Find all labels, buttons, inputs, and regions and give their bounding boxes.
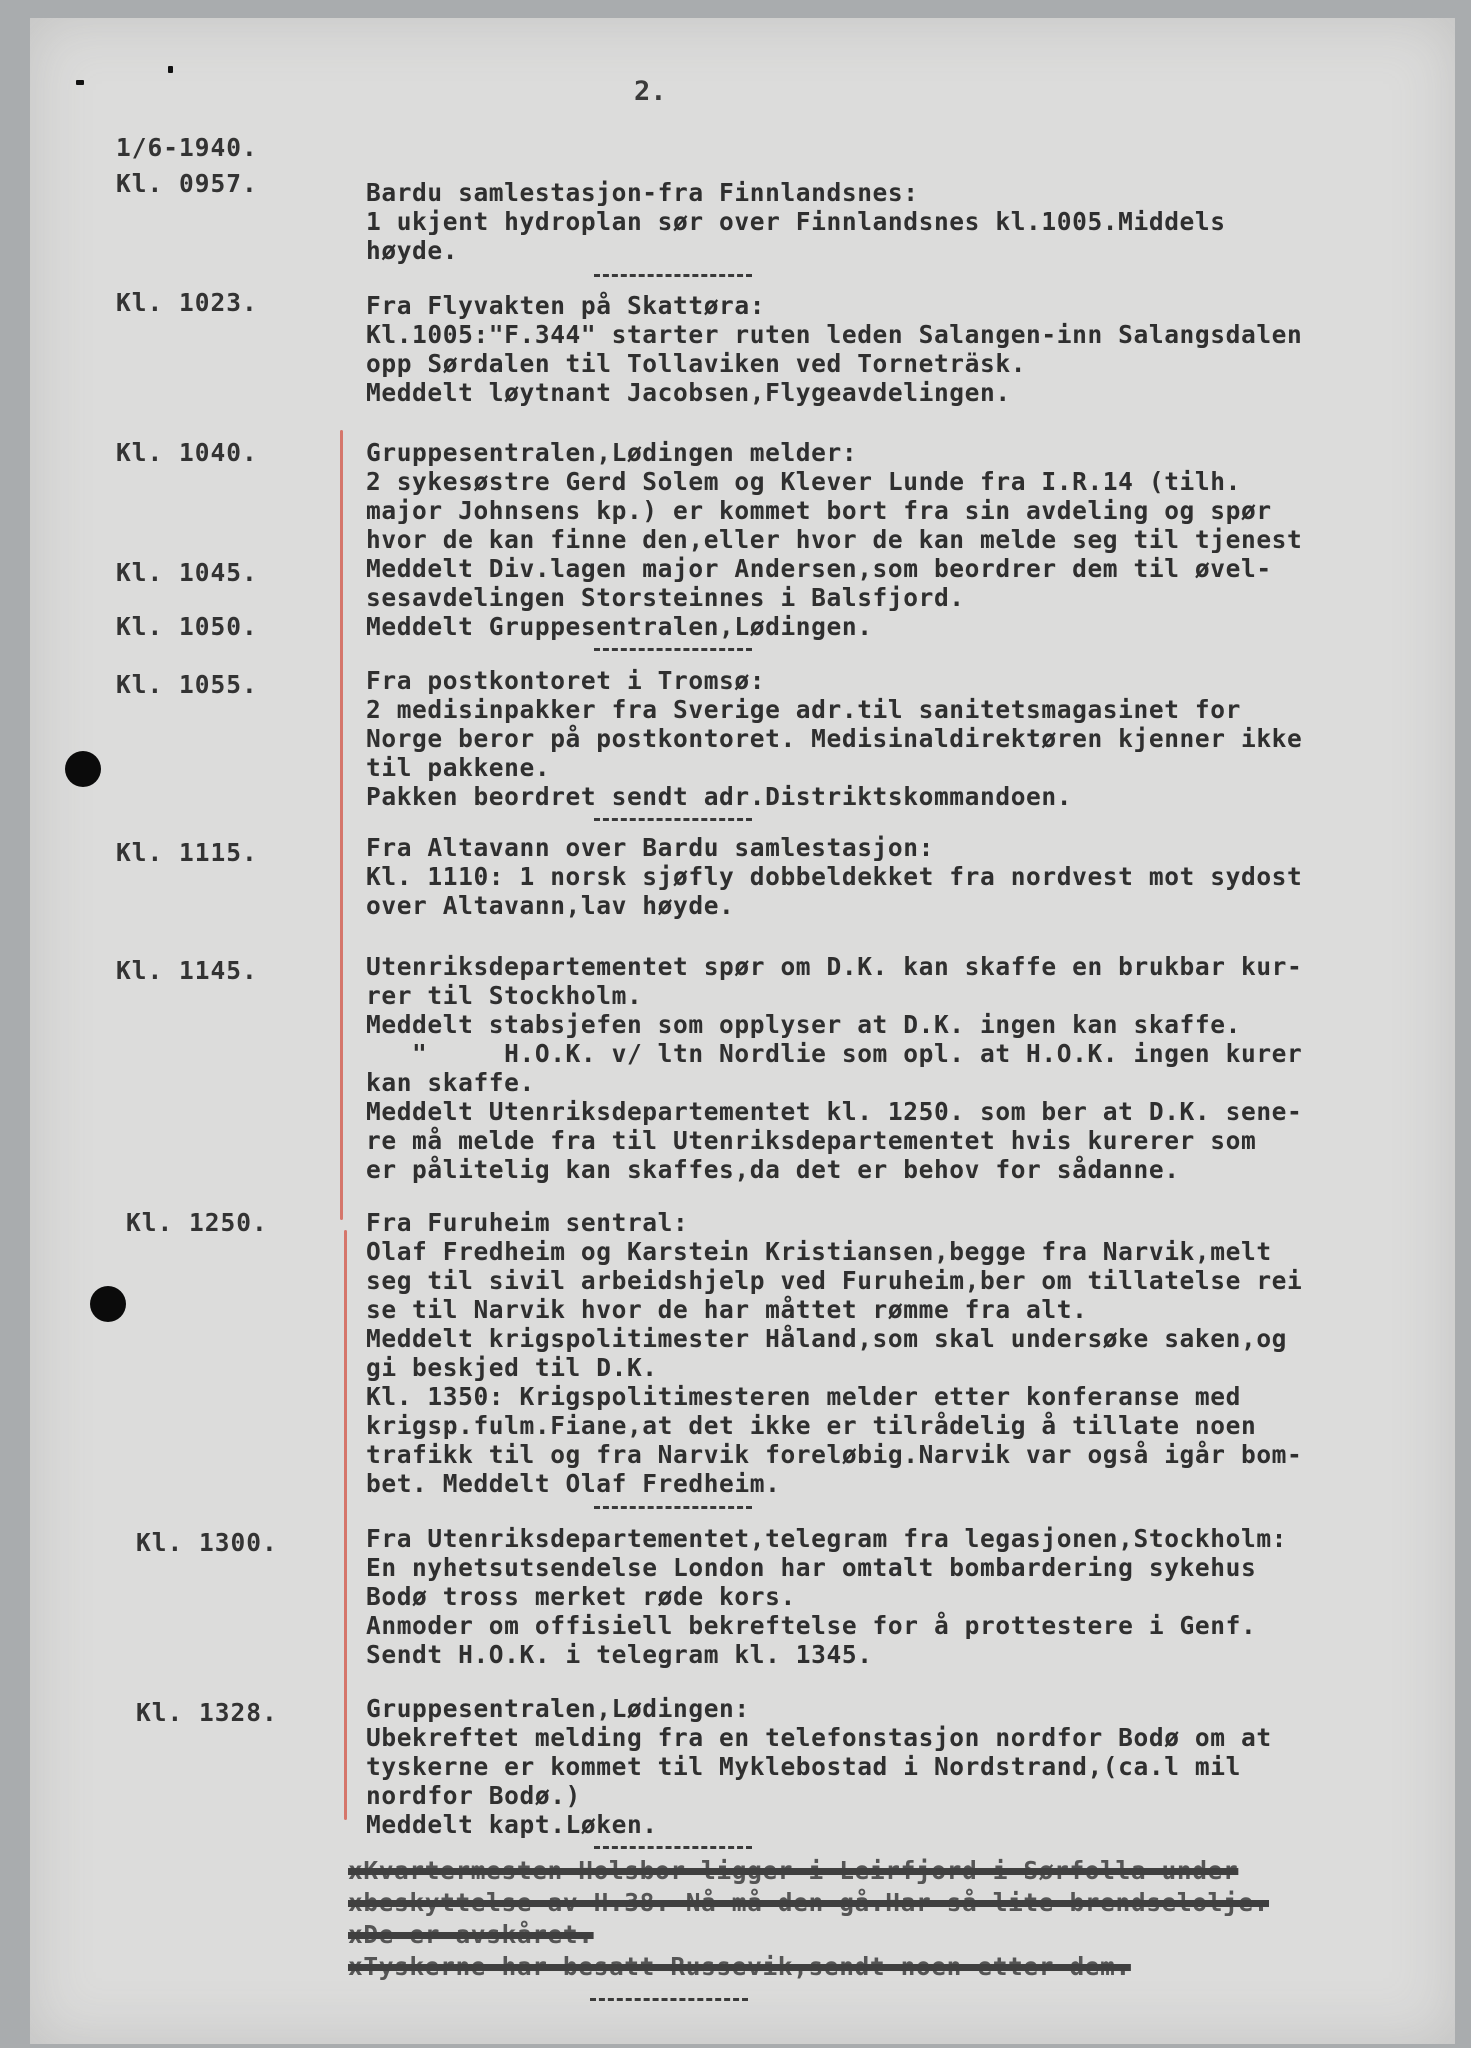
entry-line: tyskerne er kommet til Myklebostad i Nordstrand,(ca.l mil bbox=[366, 1752, 1241, 1781]
entry-time: Kl. 1328. bbox=[136, 1698, 278, 1727]
separator-dashes bbox=[594, 1846, 752, 1849]
entry-time: Kl. 1145. bbox=[116, 956, 258, 985]
entry-line: hvor de kan finne den,eller hvor de kan melde seg til tjenest bbox=[366, 525, 1303, 554]
entry-line: Gruppesentralen,Lødingen: bbox=[366, 1694, 750, 1723]
entry-line: " H.O.K. v/ ltn Nordlie som opl. at H.O.K. ingen kurer bbox=[366, 1039, 1303, 1068]
red-margin-line-1 bbox=[340, 430, 343, 1220]
entry-time: Kl. 0957. bbox=[116, 169, 258, 198]
entry-line: Fra Utenriksdepartementet,telegram fra legasjonen,Stockholm: bbox=[366, 1524, 1288, 1553]
struck-line: xDe er avskåret. bbox=[348, 1920, 594, 1949]
separator-dashes bbox=[594, 274, 752, 277]
entry-line: Anmoder om offisiell bekreftelse for å prottestere i Genf. bbox=[366, 1611, 1257, 1640]
entry-time: Kl. 1050. bbox=[116, 612, 258, 641]
entry-line: Fra postkontoret i Tromsø: bbox=[366, 666, 766, 695]
entry-line: Kl.1005:"F.344" starter ruten leden Salangen-inn Salangsdalen bbox=[366, 320, 1303, 349]
entry-line: gi beskjed til D.K. bbox=[366, 1353, 658, 1382]
entry-time: Kl. 1040. bbox=[116, 438, 258, 467]
entry-line: er pålitelig kan skaffes,da det er behov for sådanne. bbox=[366, 1155, 1180, 1184]
entry-line: sesavdelingen Storsteinnes i Balsfjord. bbox=[366, 583, 965, 612]
entry-line: 1 ukjent hydroplan sør over Finnlandsnes kl.1005.Middels bbox=[366, 207, 1226, 236]
entry-line: Bardu samlestasjon-fra Finnlandsnes: bbox=[366, 178, 919, 207]
separator-dashes bbox=[590, 1998, 748, 2001]
document-page bbox=[30, 18, 1455, 2044]
entry-line: Meddelt kapt.Løken. bbox=[366, 1810, 658, 1839]
entry-time: Kl. 1250. bbox=[126, 1208, 268, 1237]
entry-line: Kl. 1350: Krigspolitimesteren melder etter konferanse med bbox=[366, 1382, 1241, 1411]
entry-line: Meddelt Div.lagen major Andersen,som beordrer dem til øvel- bbox=[366, 554, 1272, 583]
separator-dashes bbox=[594, 818, 752, 821]
entry-time: Kl. 1045. bbox=[116, 558, 258, 587]
entry-line: Utenriksdepartementet spør om D.K. kan skaffe en brukbar kur- bbox=[366, 952, 1303, 981]
struck-line: xTyskerne har besatt Russevik,sendt noen etter dem. bbox=[348, 1952, 1131, 1981]
entry-line: Bodø tross merket røde kors. bbox=[366, 1582, 796, 1611]
entry-line: 2 medisinpakker fra Sverige adr.til sanitetsmagasinet for bbox=[366, 695, 1241, 724]
entry-line: Sendt H.O.K. i telegram kl. 1345. bbox=[366, 1640, 873, 1669]
entry-line: Gruppesentralen,Lødingen melder: bbox=[366, 438, 858, 467]
entry-line: nordfor Bodø.) bbox=[366, 1781, 581, 1810]
entry-line: høyde. bbox=[366, 236, 459, 265]
entry-line: rer til Stockholm. bbox=[366, 981, 643, 1010]
entry-line: til pakkene. bbox=[366, 753, 551, 782]
entry-line: trafikk til og fra Narvik foreløbig.Narvik var også igår bom- bbox=[366, 1440, 1303, 1469]
entry-line: kan skaffe. bbox=[366, 1068, 535, 1097]
separator-dashes bbox=[594, 648, 752, 651]
entry-time: Kl. 1300. bbox=[136, 1528, 278, 1557]
punch-hole-top bbox=[65, 751, 101, 787]
entry-line: over Altavann,lav høyde. bbox=[366, 891, 735, 920]
red-margin-line-2 bbox=[344, 1230, 347, 1820]
entry-line: krigsp.fulm.Fiane,at det ikke er tilrådelig å tillate noen bbox=[366, 1411, 1257, 1440]
entry-line: se til Narvik hvor de har måttet rømme fra alt. bbox=[366, 1295, 1088, 1324]
entry-line: Fra Furuheim sentral: bbox=[366, 1208, 689, 1237]
entry-line: Meddelt Utenriksdepartementet kl. 1250. som ber at D.K. sene- bbox=[366, 1097, 1303, 1126]
entry-line: Ubekreftet melding fra en telefonstasjon nordfor Bodø om at bbox=[366, 1723, 1272, 1752]
struck-line: xbeskyttelse av H.38. Nå må den gå.Har så lite brendselolje. bbox=[348, 1888, 1270, 1917]
entry-line: 2 sykesøstre Gerd Solem og Klever Lunde fra I.R.14 (tilh. bbox=[366, 467, 1241, 496]
entry-line: Meddelt løytnant Jacobsen,Flygeavdelingen. bbox=[366, 378, 1011, 407]
entry-line: Meddelt krigspolitimester Håland,som skal undersøke saken,og bbox=[366, 1324, 1288, 1353]
entry-time: Kl. 1115. bbox=[116, 838, 258, 867]
entry-line: major Johnsens kp.) er kommet bort fra sin avdeling og spør bbox=[366, 496, 1272, 525]
entry-line: re må melde fra til Utenriksdepartementet hvis kurerer som bbox=[366, 1126, 1257, 1155]
entry-line: Meddelt Gruppesentralen,Lødingen. bbox=[366, 612, 873, 641]
entry-line: Norge beror på postkontoret. Medisinaldirektøren kjenner ikke bbox=[366, 724, 1303, 753]
entry-line: bet. Meddelt Olaf Fredheim. bbox=[366, 1469, 781, 1498]
entry-line: seg til sivil arbeidshjelp ved Furuheim,ber om tillatelse rei bbox=[366, 1266, 1303, 1295]
entry-time: Kl. 1055. bbox=[116, 670, 258, 699]
entry-line: Fra Flyvakten på Skattøra: bbox=[366, 291, 766, 320]
entry-line: Olaf Fredheim og Karstein Kristiansen,begge fra Narvik,melt bbox=[366, 1237, 1272, 1266]
separator-dashes bbox=[594, 1506, 752, 1509]
entry-time: Kl. 1023. bbox=[116, 288, 258, 317]
entry-line: Kl. 1110: 1 norsk sjøfly dobbeldekket fra nordvest mot sydost bbox=[366, 862, 1303, 891]
ink-speck bbox=[168, 66, 173, 73]
entry-line: opp Sørdalen til Tollaviken ved Torneträsk. bbox=[366, 349, 1027, 378]
page-number: 2. bbox=[634, 76, 667, 107]
entry-line: Pakken beordret sendt adr.Distriktskommandoen. bbox=[366, 782, 1073, 811]
struck-line: xKvartermesten Holsbor ligger i Leirfjord i Sørfolla under bbox=[348, 1856, 1239, 1885]
log-date: 1/6-1940. bbox=[116, 133, 258, 162]
ink-speck bbox=[76, 80, 84, 85]
punch-hole-bottom bbox=[90, 1286, 126, 1322]
entry-line: Meddelt stabsjefen som opplyser at D.K. ingen kan skaffe. bbox=[366, 1010, 1241, 1039]
entry-line: Fra Altavann over Bardu samlestasjon: bbox=[366, 833, 934, 862]
entry-line: En nyhetsutsendelse London har omtalt bombardering sykehus bbox=[366, 1553, 1257, 1582]
